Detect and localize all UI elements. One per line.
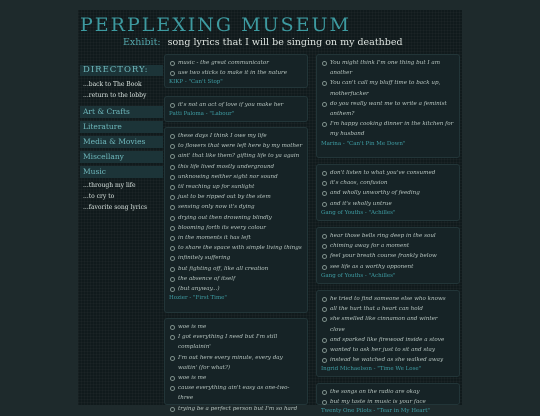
lyric-card bbox=[164, 96, 308, 122]
lyric-line: all the hurt that a heart can hold bbox=[321, 304, 455, 314]
lyric-line: and sparked like firewood inside a stove bbox=[321, 335, 455, 345]
lyric-line: my husband bbox=[330, 131, 365, 138]
lyric-line: he tried to find someone else who knows bbox=[321, 294, 455, 304]
lyric-line: to flowers that were left here by my mother bbox=[169, 141, 303, 151]
lyric-line: woe is me bbox=[169, 322, 303, 332]
lyric-line: it's chaos, confusion bbox=[321, 178, 455, 188]
lyric-line: the absence of itself bbox=[169, 274, 303, 284]
lyric-card bbox=[316, 290, 460, 377]
return-to-lobby-link[interactable]: ... return to the lobby bbox=[83, 92, 146, 99]
exhibit-label: Exhibit: bbox=[123, 37, 161, 48]
lyric-line: don't listen to what you've consumed bbox=[321, 168, 455, 178]
song-attribution: KIKP - "Can't Stop" bbox=[169, 79, 223, 86]
sidebar-item-music[interactable]: Music bbox=[80, 166, 163, 178]
sidebar-item-art-crafts[interactable]: Art & Crafts bbox=[80, 106, 163, 118]
lyric-line: hear those bells ring deep in the soul bbox=[321, 231, 455, 241]
lyric-line: just to be ripped out by the stem bbox=[169, 192, 303, 202]
lyric-line: unknowing neither sight nor sound bbox=[169, 172, 303, 182]
lyric-card bbox=[316, 227, 460, 284]
lyric-line: chiming away for a moment bbox=[321, 241, 455, 251]
lyric-line: You might think I'm one thing but I am bbox=[321, 58, 455, 68]
song-attribution: Patti Paloma - "Labour" bbox=[169, 111, 235, 118]
lyric-line: anthem? bbox=[330, 111, 355, 118]
song-attribution: Gang of Youths - "Achilles" bbox=[321, 209, 396, 216]
lyric-line: blooming forth its every colour bbox=[169, 223, 303, 233]
lyric-line: see life as a worthy opponent bbox=[321, 262, 455, 272]
sidebar-item-media-movies[interactable]: Media & Movies bbox=[80, 136, 163, 148]
lyric-line: but my taste in music is your face bbox=[321, 397, 455, 407]
lyric-card bbox=[164, 318, 308, 412]
lyric-line: wanted to ask her just to sit and stay bbox=[321, 345, 455, 355]
lyric-card bbox=[316, 54, 460, 158]
lyric-line: aint' that like them? gifting life to ya again bbox=[169, 151, 303, 161]
lyric-line: I'm out here every minute, every day bbox=[169, 353, 303, 363]
lyric-line: complainin' bbox=[178, 344, 211, 351]
lyric-line: she smelled like cinnamon and winter bbox=[321, 314, 455, 324]
lyric-line: motherfucker bbox=[330, 90, 369, 97]
lyric-line: (but anyway...) bbox=[169, 284, 303, 294]
lyric-line: music - the great communicator bbox=[169, 58, 303, 68]
lyric-line: woe is me bbox=[169, 373, 303, 383]
song-attribution: Twenty One Pilots - "Tear in My Heart" bbox=[321, 408, 430, 415]
lyric-card bbox=[164, 54, 308, 88]
song-attribution: Ingrid Michaelson - "Time We Lose" bbox=[321, 366, 422, 373]
music-link-favorite-song-lyrics[interactable]: ... favorite song lyrics bbox=[83, 204, 147, 211]
lyric-card bbox=[316, 164, 460, 221]
song-attribution: Marina - "Can't Pin Me Down" bbox=[321, 140, 406, 147]
lyric-line: You can't call my bluff time to back up, bbox=[321, 78, 455, 88]
lyric-line: feel your breath course frankly below bbox=[321, 251, 455, 261]
lyric-line: these days I think I owe my life bbox=[169, 131, 303, 141]
lyric-line: and it's wholly untrue bbox=[321, 199, 455, 209]
lyric-line: use two sticks to make it in the nature bbox=[169, 68, 303, 78]
exhibit-heading bbox=[123, 37, 403, 48]
song-attribution: Gang of Youths - "Achilles" bbox=[321, 272, 396, 279]
museum-page bbox=[78, 10, 462, 415]
directory-heading: DIRECTORY: bbox=[80, 65, 163, 76]
lyric-line: waitin' (for what?) bbox=[178, 364, 231, 371]
lyric-line: infinitely suffering bbox=[169, 253, 303, 263]
sidebar-item-miscellany[interactable]: Miscellany bbox=[80, 151, 163, 163]
back-to-book-link[interactable]: ... back to The Book bbox=[83, 81, 142, 88]
music-link-to-cry-to[interactable]: ... to cry to bbox=[83, 193, 114, 200]
lyric-line: drying out then drowning blindly bbox=[169, 213, 303, 223]
lyric-line: another bbox=[330, 70, 353, 77]
lyric-line: til reaching up for sunlight bbox=[169, 182, 303, 192]
lyric-line: do you really want me to write a feminist bbox=[321, 99, 455, 109]
music-link-through-my-life[interactable]: ... through my life bbox=[83, 182, 136, 189]
lyric-line: this life lived mostly underground bbox=[169, 162, 303, 172]
lyric-line: to share the space with simple living things bbox=[169, 243, 303, 253]
lyric-line: and wholly unworthy of feeding bbox=[321, 188, 455, 198]
lyric-line: sensing only now it's dying bbox=[169, 202, 303, 212]
lyric-line: trying be a perfect person but I'm so hard bbox=[169, 404, 303, 414]
lyric-line: the songs on the radio are okay bbox=[321, 387, 455, 397]
lyric-line: cause everything ain't easy as one-two- bbox=[169, 383, 303, 393]
lyric-card bbox=[164, 127, 308, 313]
lyric-line: three bbox=[178, 395, 194, 402]
lyric-line: in the moments it has left bbox=[169, 233, 303, 243]
lyric-line: I'm happy cooking dinner in the kitchen for bbox=[321, 119, 455, 129]
lyric-line: it's not an act of love if you make her bbox=[169, 100, 303, 110]
sidebar-item-literature[interactable]: Literature bbox=[80, 121, 163, 133]
lyric-line: but fighting off, like all creation bbox=[169, 264, 303, 274]
lyric-line: clove bbox=[330, 326, 345, 333]
song-attribution: Hozier - "First Time" bbox=[169, 295, 227, 302]
exhibit-value: song lyrics that I will be singing on my deathbed bbox=[167, 37, 403, 48]
lyric-card bbox=[316, 383, 460, 415]
lyric-line: I got everything I need but I'm still bbox=[169, 332, 303, 342]
site-title: PERPLEXING MUSEUM bbox=[80, 14, 351, 36]
lyric-line: instead he watched as she walked away bbox=[321, 355, 455, 365]
